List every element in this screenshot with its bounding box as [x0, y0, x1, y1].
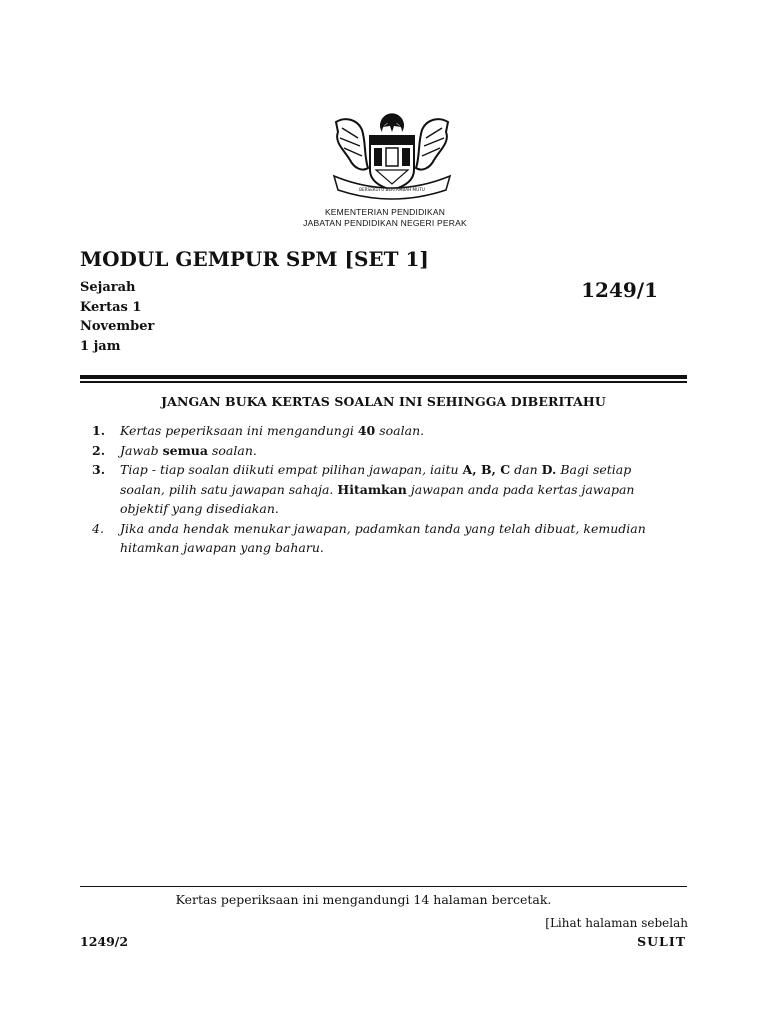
paper-meta — [80, 278, 154, 356]
paper-code: 1249/1 — [581, 278, 658, 302]
header-rule-thick — [80, 375, 687, 379]
see-next-page: [Lihat halaman sebelah — [545, 916, 688, 930]
month-label: November — [80, 319, 155, 334]
instruction-item — [92, 441, 672, 461]
coat-of-arms-emblem — [328, 112, 456, 200]
instruction-text: Kertas peperiksaan ini mengandungi 40 soalan. — [120, 423, 425, 438]
footer-code: 1249/2 — [80, 934, 129, 949]
header-rule-thin — [80, 381, 687, 383]
duration-label: 1 jam — [80, 338, 121, 354]
paper-title: MODUL GEMPUR SPM [SET 1] — [80, 247, 429, 271]
instruction-number: 1. — [92, 423, 106, 438]
page-count-note: Kertas peperiksaan ini mengandungi 14 halaman bercetak. — [175, 892, 552, 907]
warning-notice: JANGAN BUKA KERTAS SOALAN INI SEHINGGA DIBERITAHU — [161, 394, 606, 409]
instruction-text: Tiap - tiap soalan diikuti empat pilihan jawapan, iaitu A, B, C dan D. Bagi setiap soalan, pilih satu jawapan sahaja. Hitamkan jawapan anda pada kertas jawapan objektif yang disediakan. — [120, 462, 635, 516]
instructions-list — [92, 421, 672, 558]
agency-block — [280, 207, 490, 229]
footer-rule — [80, 886, 687, 887]
instruction-item — [92, 519, 672, 558]
instruction-number: 2. — [92, 442, 106, 458]
department-name: JABATAN PENDIDIKAN NEGERI PERAK — [303, 218, 467, 228]
classification-label: SULIT — [637, 934, 686, 949]
instruction-text: Jika anda hendak menukar jawapan, padamkan tanda yang telah dibuat, kemudian hitamkan jawapan yang baharu. — [120, 520, 646, 555]
paper-label: Kertas 1 — [80, 299, 142, 315]
svg-text:BERSEKUTU BERTAMBAH MUTU: BERSEKUTU BERTAMBAH MUTU — [359, 187, 425, 192]
instruction-number: 4. — [92, 520, 104, 536]
ministry-name: KEMENTERIAN PENDIDIKAN — [324, 207, 446, 217]
instruction-item — [92, 460, 672, 519]
instruction-item — [92, 421, 672, 441]
instruction-number: 3. — [92, 462, 106, 477]
subject-label: Sejarah — [80, 280, 136, 295]
instruction-text: Jawab semua soalan. — [120, 442, 257, 458]
